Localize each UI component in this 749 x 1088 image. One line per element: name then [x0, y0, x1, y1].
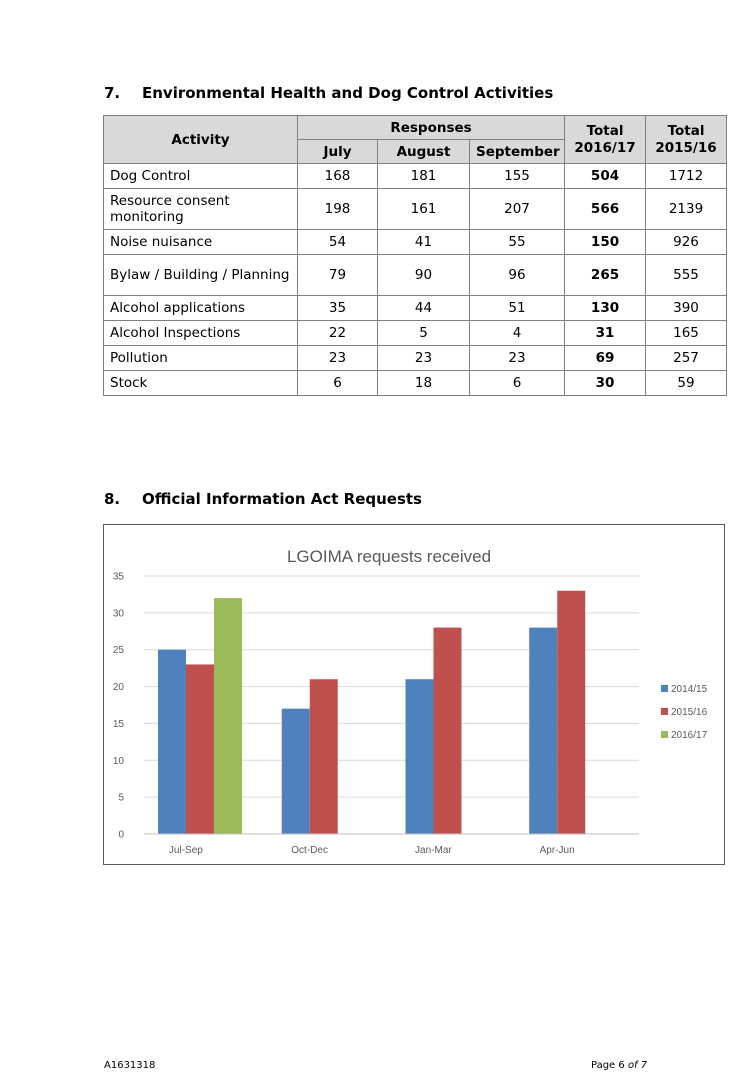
document-id: A1631318: [104, 1060, 156, 1071]
x-tick-label: Jul-Sep: [168, 845, 203, 856]
section-7-title: Environmental Health and Dog Control Activities: [142, 84, 554, 102]
legend-label: 2014/15: [671, 684, 708, 695]
table-row: [104, 371, 727, 396]
cell-september: 155: [470, 164, 565, 189]
cell-july: 35: [298, 296, 378, 321]
cell-august: 161: [378, 189, 470, 230]
y-tick-label: 35: [112, 571, 124, 583]
section-8-number: 8.: [104, 490, 121, 508]
cell-september: 55: [470, 230, 565, 255]
cell-total-2015-16: 2139: [646, 189, 727, 230]
legend-label: 2016/17: [671, 730, 708, 741]
page-number-suffix: of 7: [627, 1060, 648, 1071]
lgoima-chart: [103, 524, 725, 865]
cell-july: 79: [298, 255, 378, 296]
page-number-prefix: Page 6: [591, 1060, 625, 1071]
table-row: [104, 321, 727, 346]
section-7-heading: [104, 84, 553, 102]
header-september: September: [470, 140, 565, 164]
cell-activity: Dog Control: [104, 164, 298, 189]
cell-september: 51: [470, 296, 565, 321]
cell-september: 4: [470, 321, 565, 346]
bar-2015-16-jul-sep: [186, 664, 214, 834]
cell-total-2016-17: 150: [565, 230, 646, 255]
bar-2014-15-jan-mar: [406, 679, 434, 834]
cell-total-2016-17: 265: [565, 255, 646, 296]
table-row: [104, 255, 727, 296]
header-responses: Responses: [298, 116, 565, 140]
cell-july: 6: [298, 371, 378, 396]
cell-activity: Resource consent monitoring: [104, 189, 298, 230]
y-tick-label: 20: [112, 682, 124, 694]
cell-activity: Stock: [104, 371, 298, 396]
cell-total-2015-16: 390: [646, 296, 727, 321]
chart-legend: [661, 684, 708, 741]
header-activity: Activity: [104, 116, 298, 164]
bar-2014-15-oct-dec: [282, 709, 310, 834]
y-tick-label: 25: [112, 645, 124, 657]
chart-title: LGOIMA requests received: [286, 547, 492, 566]
bar-2016-17-jul-sep: [214, 598, 242, 834]
cell-september: 6: [470, 371, 565, 396]
bar-2014-15-apr-jun: [529, 628, 557, 834]
cell-total-2016-17: 566: [565, 189, 646, 230]
page-number: [591, 1060, 647, 1071]
header-total-2016-17: Total 2016/17: [565, 116, 646, 164]
activities-table: [103, 115, 727, 396]
cell-activity: Bylaw / Building / Planning: [104, 255, 298, 296]
cell-activity: Alcohol applications: [104, 296, 298, 321]
cell-august: 23: [378, 346, 470, 371]
cell-september: 207: [470, 189, 565, 230]
cell-total-2015-16: 1712: [646, 164, 727, 189]
cell-august: 41: [378, 230, 470, 255]
cell-total-2016-17: 31: [565, 321, 646, 346]
header-august: August: [378, 140, 470, 164]
cell-total-2016-17: 30: [565, 371, 646, 396]
x-tick-label: Jan-Mar: [415, 845, 452, 856]
header-july: July: [298, 140, 378, 164]
bar-2015-16-jan-mar: [434, 628, 462, 834]
table-row: [104, 164, 727, 189]
cell-september: 23: [470, 346, 565, 371]
legend-swatch: [661, 731, 668, 738]
section-8-title: Official Information Act Requests: [142, 490, 422, 508]
bar-2014-15-jul-sep: [158, 650, 186, 834]
cell-total-2016-17: 69: [565, 346, 646, 371]
cell-july: 22: [298, 321, 378, 346]
cell-total-2015-16: 165: [646, 321, 727, 346]
cell-total-2015-16: 555: [646, 255, 727, 296]
cell-activity: Noise nuisance: [104, 230, 298, 255]
chart-canvas: [104, 525, 724, 864]
cell-july: 198: [298, 189, 378, 230]
cell-total-2015-16: 59: [646, 371, 727, 396]
table-row: [104, 346, 727, 371]
y-tick-label: 5: [118, 792, 124, 804]
y-tick-label: 0: [118, 829, 124, 841]
bar-2015-16-oct-dec: [310, 679, 338, 834]
legend-swatch: [661, 685, 668, 692]
y-tick-label: 15: [112, 718, 124, 730]
cell-total-2015-16: 926: [646, 230, 727, 255]
section-8-heading: [104, 490, 422, 508]
legend-label: 2015/16: [671, 707, 708, 718]
table-row: [104, 296, 727, 321]
y-tick-label: 10: [112, 755, 124, 767]
cell-august: 90: [378, 255, 470, 296]
bar-2015-16-apr-jun: [557, 591, 585, 834]
cell-activity: Alcohol Inspections: [104, 321, 298, 346]
table-row: [104, 189, 727, 230]
cell-july: 23: [298, 346, 378, 371]
cell-august: 5: [378, 321, 470, 346]
cell-september: 96: [470, 255, 565, 296]
cell-activity: Pollution: [104, 346, 298, 371]
cell-july: 168: [298, 164, 378, 189]
section-7-number: 7.: [104, 84, 121, 102]
legend-swatch: [661, 708, 668, 715]
y-tick-label: 30: [112, 608, 124, 620]
x-tick-label: Apr-Jun: [539, 845, 575, 856]
table-row: [104, 230, 727, 255]
cell-total-2015-16: 257: [646, 346, 727, 371]
cell-august: 44: [378, 296, 470, 321]
x-tick-label: Oct-Dec: [291, 845, 328, 856]
cell-total-2016-17: 504: [565, 164, 646, 189]
cell-august: 181: [378, 164, 470, 189]
cell-july: 54: [298, 230, 378, 255]
cell-total-2016-17: 130: [565, 296, 646, 321]
header-total-2015-16: Total 2015/16: [646, 116, 727, 164]
cell-august: 18: [378, 371, 470, 396]
